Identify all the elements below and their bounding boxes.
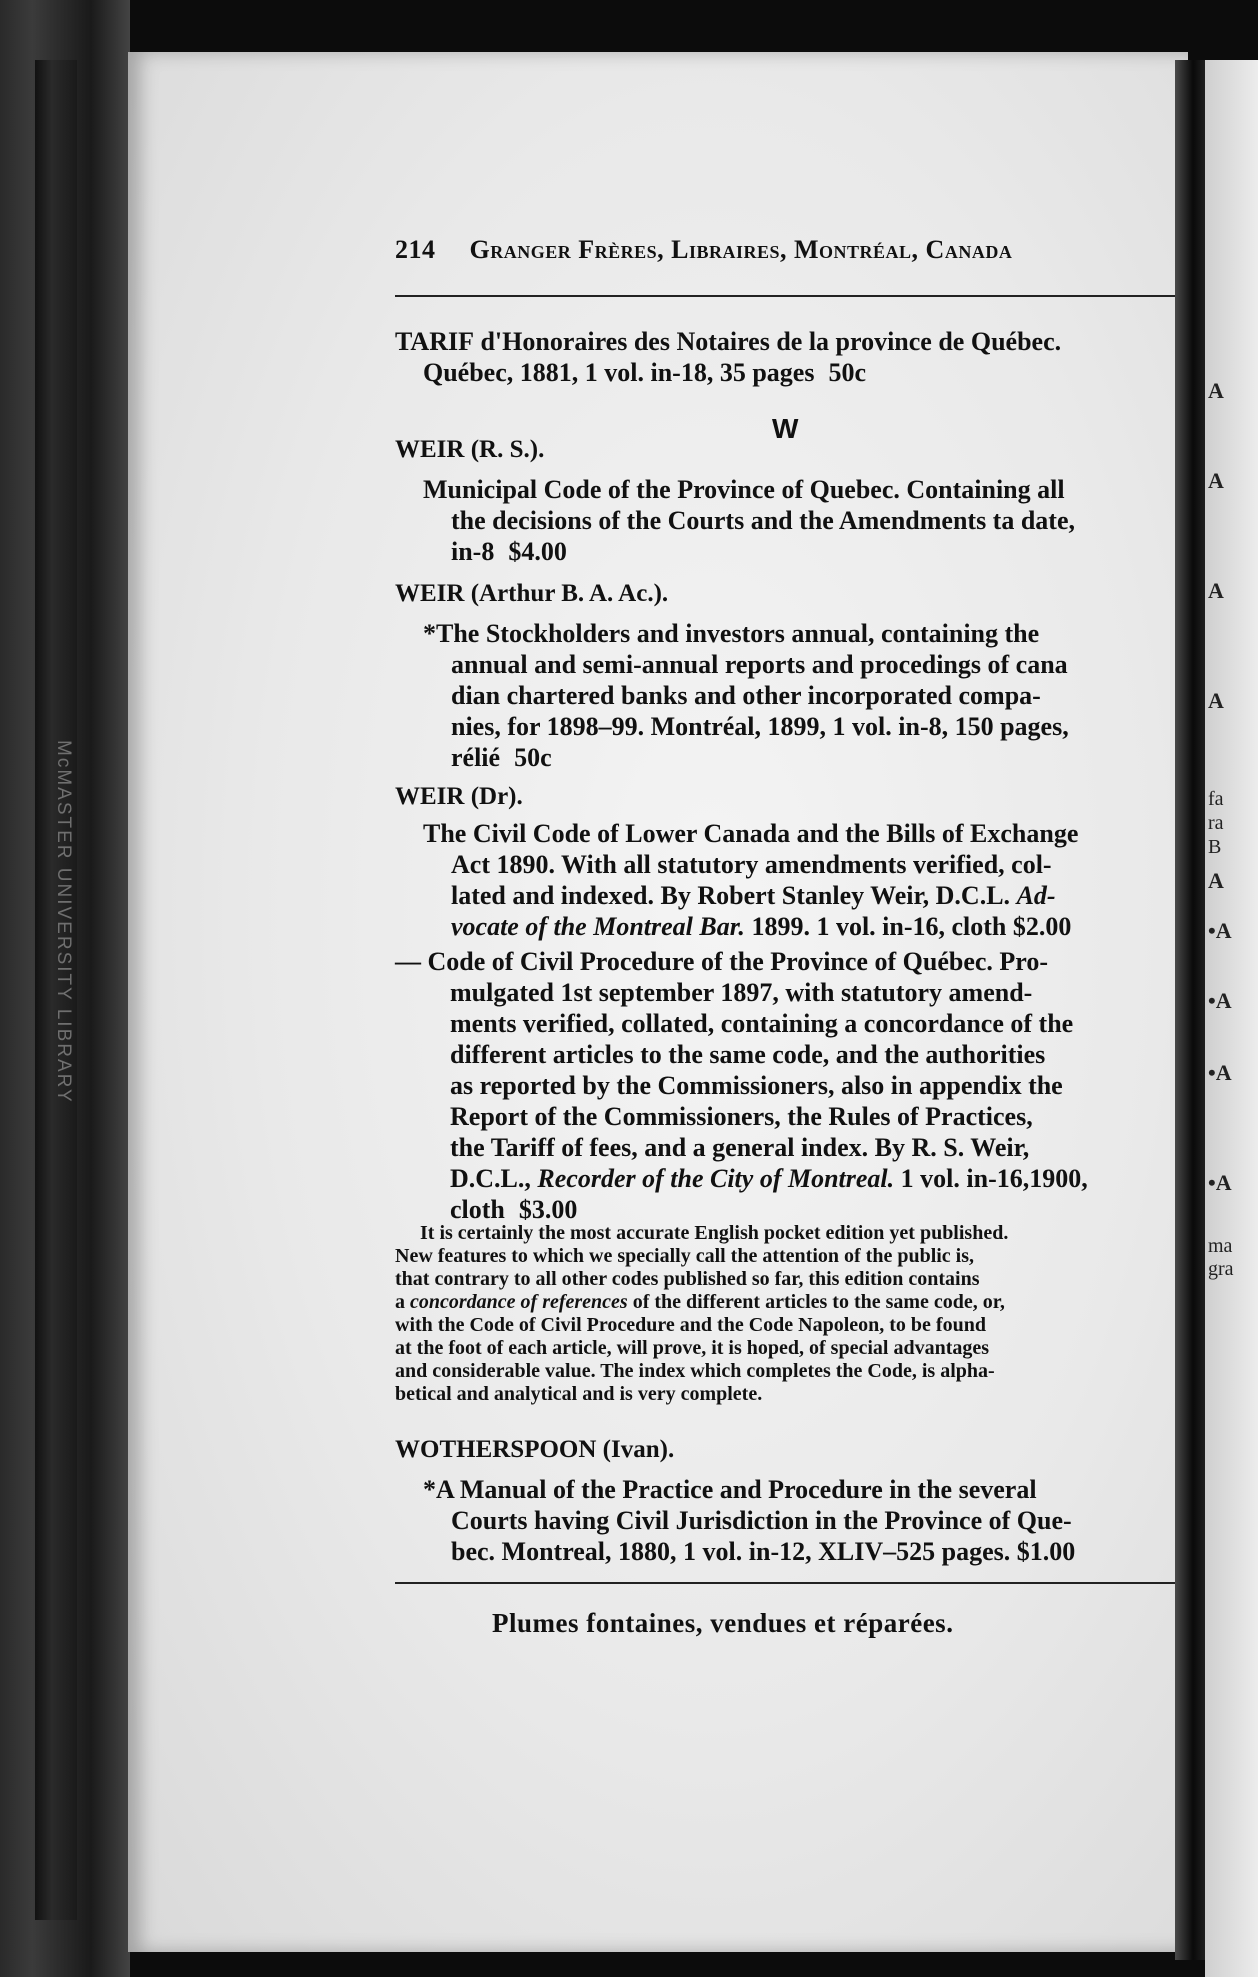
note-line: New features to which we specially call the attention of the public is, [395,1245,975,1267]
note-line: at the foot of each article, will prove, it is hoped, of special advantages [395,1337,990,1359]
weir-rs-price: $4.00 [508,537,567,566]
next-page-fragment: fa [1208,788,1224,810]
next-page-sliver [1205,60,1258,1977]
weir-arthur-line: nies, for 1898–99. Montréal, 1899, 1 vol. in-8, 150 pages, [451,712,1069,741]
next-page-fragment: A [1208,578,1224,603]
tarif-heading: TARIF [395,327,474,356]
wotherspoon-price: $1.00 [1016,1537,1076,1566]
note-line: that contrary to all other codes published so far, this edition contains [395,1268,980,1290]
next-page-fragment: A [1208,688,1224,713]
weir-rs-line: Municipal Code of the Province of Quebec. Containing all [423,475,1065,504]
weir-dr-line: mulgated 1st september 1897, with statutory amend- [450,978,1033,1007]
tarif-line: Québec, 1881, 1 vol. in-18, 35 pages [423,358,815,387]
next-page-fragment: •A [1208,1170,1232,1195]
weir-arthur-line: dian chartered banks and other incorporated compa- [451,681,1041,710]
weir-arthur-line: annual and semi-annual reports and procedings of cana [451,650,1068,679]
next-page-fragment: B [1208,836,1222,858]
weir-rs-heading: WEIR (R. S.). [395,436,545,463]
weir-dr-line: The Civil Code of Lower Canada and the Bills of Exchange [423,819,1079,848]
wotherspoon-line: *A Manual of the Practice and Procedure in the several [423,1475,1037,1504]
weir-dr-line-italic: Recorder of the City of Montreal. [537,1164,895,1193]
weir-dr-line: Ad- [1016,881,1056,910]
weir-rs-line: the decisions of the Courts and the Amendments ta date, [451,506,1075,535]
section-letter: W [772,413,799,444]
note-line: and considerable value. The index which completes the Code, is alpha- [395,1360,995,1382]
weir-dr-price: $3.00 [518,1195,578,1224]
spine-library-label: McMASTER UNIVERSITY LIBRARY [53,740,74,1104]
weir-dr-line: Act 1890. With all statutory amendments verified, col- [451,850,1052,879]
weir-dr-entry2 [395,946,1175,1225]
weir-dr-line: 1 vol. in-16,1900, [900,1164,1088,1193]
note-line-italic: concordance of references [410,1291,628,1313]
weir-dr-entry1 [423,818,1175,942]
weir-arthur-line: *The Stockholders and investors annual, containing the [423,619,1040,648]
book-spine [0,0,130,1977]
footer-rule [395,1582,1175,1584]
page-gutter [1175,60,1205,1960]
weir-dr-line: D.C.L., [450,1164,531,1193]
weir-arthur-entry [423,618,1175,773]
weir-dr-line: Report of the Commissioners, the Rules of Practices, [450,1102,1033,1131]
weir-dr-line: ments verified, collated, containing a concordance of the [450,1009,1074,1038]
note-line: of the different articles to the same code, or, [632,1291,1005,1313]
weir-arthur-price: 50c [514,743,552,772]
note-line: It is certainly the most accurate English pocket edition yet published. [420,1222,1009,1244]
page-number: 214 [395,235,436,264]
tarif-price: 50c [828,358,866,387]
weir-dr-line: as reported by the Commissioners, also in appendix the [450,1071,1063,1100]
weir-dr-line: different articles to the same code, and the authorities [450,1040,1046,1069]
wotherspoon-line: Courts having Civil Jurisdiction in the Province of Que- [451,1506,1072,1535]
note-line: betical and analytical and is very complete. [395,1383,763,1405]
next-page-fragment: ma [1208,1235,1233,1257]
weir-arthur-heading: WEIR (Arthur B. A. Ac.). [395,580,669,607]
note-line: a [395,1291,405,1313]
next-page-fragment: A [1208,378,1224,403]
weir-dr-heading: WEIR (Dr). [395,783,523,810]
weir-arthur-line: rélié [451,743,501,772]
wotherspoon-line: bec. Montreal, 1880, 1 vol. in-12, XLIV–525 pages. [451,1537,1011,1566]
weir-dr-line: — Code of Civil Procedure of the Province of Québec. Pro- [395,947,1049,976]
next-page-fragment: •A [1208,918,1232,943]
weir-dr-line: 1899. 1 vol. in-16, cloth [751,912,1007,941]
footer-advertisement: Plumes fontaines, vendues et réparées. [492,1608,954,1638]
running-head [395,235,1115,265]
tarif-line: d'Honoraires des Notaires de la province de Québec. [480,327,1062,356]
wotherspoon-heading: WOTHERSPOON (Ivan). [395,1436,675,1463]
note-line: with the Code of Civil Procedure and the Code Napoleon, to be found [395,1314,986,1336]
next-page-fragment: ra [1208,812,1224,834]
weir-rs-line: in-8 [451,537,495,566]
weir-rs-entry [423,474,1175,567]
running-title: Granger Frères, Libraires, Montréal, Canada [469,235,1013,264]
next-page-fragment: •A [1208,988,1232,1013]
weir-dr-note [395,1222,1175,1406]
next-page-fragment: A [1208,468,1224,493]
tarif-entry [395,326,1175,388]
next-page-fragment: gra [1208,1258,1234,1280]
weir-dr-line-italic: vocate of the Montreal Bar. [451,912,745,941]
wotherspoon-entry [423,1474,1175,1567]
weir-dr-line: lated and indexed. By Robert Stanley Weir, D.C.L. [451,881,1011,910]
next-page-fragment: •A [1208,1060,1232,1085]
weir-dr-price: $2.00 [1012,912,1072,941]
next-page-fragment: A [1208,868,1224,893]
weir-dr-line: the Tariff of fees, and a general index. By R. S. Weir, [450,1133,1030,1162]
header-rule [395,295,1175,297]
weir-dr-line: cloth [450,1195,505,1224]
